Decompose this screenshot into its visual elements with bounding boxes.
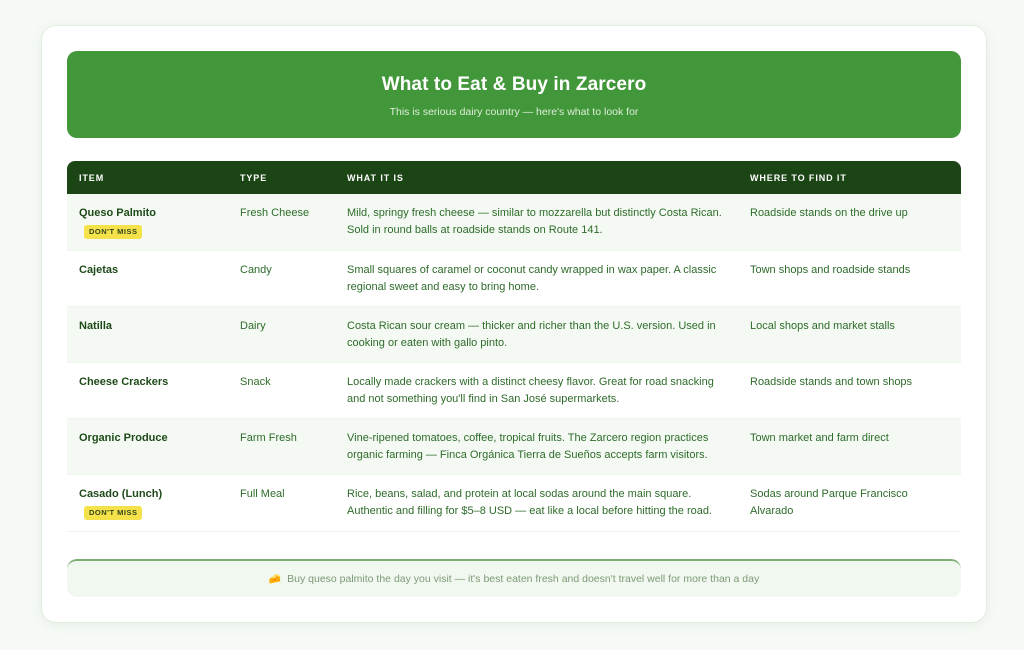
cell-what: Rice, beans, salad, and protein at local sodas around the main square. Authentic and filling for $5–8 USD — eat like a local before hitting the road.	[335, 475, 738, 532]
item-name: Organic Produce	[79, 432, 168, 444]
cell-type: Fresh Cheese	[228, 194, 335, 251]
column-header-what: WHAT IT IS	[335, 161, 738, 194]
cell-where: Town shops and roadside stands	[738, 251, 961, 307]
column-header-where: WHERE TO FIND IT	[738, 161, 961, 194]
column-header-item: ITEM	[67, 161, 228, 194]
cell-what: Costa Rican sour cream — thicker and richer than the U.S. version. Used in cooking or eaten with gallo pinto.	[335, 307, 738, 363]
cell-item	[67, 363, 228, 419]
page-title: What to Eat & Buy in Zarcero	[381, 74, 647, 95]
cell-what: Locally made crackers with a distinct cheesy flavor. Great for road snacking and not something you'll find in San José supermarkets.	[335, 363, 738, 419]
table-header-row	[67, 161, 961, 194]
cell-what: Mild, springy fresh cheese — similar to mozzarella but distinctly Costa Rican. Sold in round balls at roadside stands on Route 141.	[335, 194, 738, 251]
dont-miss-badge: DON'T MISS	[84, 506, 142, 520]
cell-type: Dairy	[228, 307, 335, 363]
table-row	[67, 419, 961, 475]
cell-item	[67, 194, 228, 251]
tip-text: Buy queso palmito the day you visit — it's best eaten fresh and doesn't travel well for more than a day	[287, 573, 760, 585]
column-header-type: TYPE	[228, 161, 335, 194]
cell-item	[67, 475, 228, 532]
cell-where: Roadside stands and town shops	[738, 363, 961, 419]
item-name: Cajetas	[79, 264, 119, 276]
cell-type: Full Meal	[228, 475, 335, 532]
cell-item	[67, 251, 228, 307]
table-row	[67, 194, 961, 251]
item-name: Casado (Lunch)	[79, 488, 163, 500]
cell-type: Candy	[228, 251, 335, 307]
page-subtitle: This is serious dairy country — here's what to look for	[389, 106, 639, 118]
cheese-icon: 🧀	[268, 574, 282, 585]
cell-where: Local shops and market stalls	[738, 307, 961, 363]
table-row	[67, 251, 961, 307]
item-name: Cheese Crackers	[79, 376, 169, 388]
tip-banner	[67, 559, 961, 597]
cell-type: Farm Fresh	[228, 419, 335, 475]
item-name: Queso Palmito	[79, 207, 157, 219]
cell-item	[67, 307, 228, 363]
cell-type: Snack	[228, 363, 335, 419]
page-header	[67, 51, 961, 138]
table-row	[67, 475, 961, 532]
cell-item	[67, 419, 228, 475]
table-row	[67, 307, 961, 363]
food-table	[67, 161, 961, 532]
cell-where: Town market and farm direct	[738, 419, 961, 475]
food-table-container	[67, 161, 961, 532]
table-row	[67, 363, 961, 419]
dont-miss-badge: DON'T MISS	[84, 225, 142, 239]
cell-what: Small squares of caramel or coconut candy wrapped in wax paper. A classic regional sweet and easy to bring home.	[335, 251, 738, 307]
cell-where: Roadside stands on the drive up	[738, 194, 961, 251]
guide-card	[42, 26, 986, 622]
cell-where: Sodas around Parque Francisco Alvarado	[738, 475, 961, 532]
item-name: Natilla	[79, 320, 113, 332]
cell-what: Vine-ripened tomatoes, coffee, tropical fruits. The Zarcero region practices organic farming — Finca Orgánica Tierra de Sueños accepts farm visitors.	[335, 419, 738, 475]
